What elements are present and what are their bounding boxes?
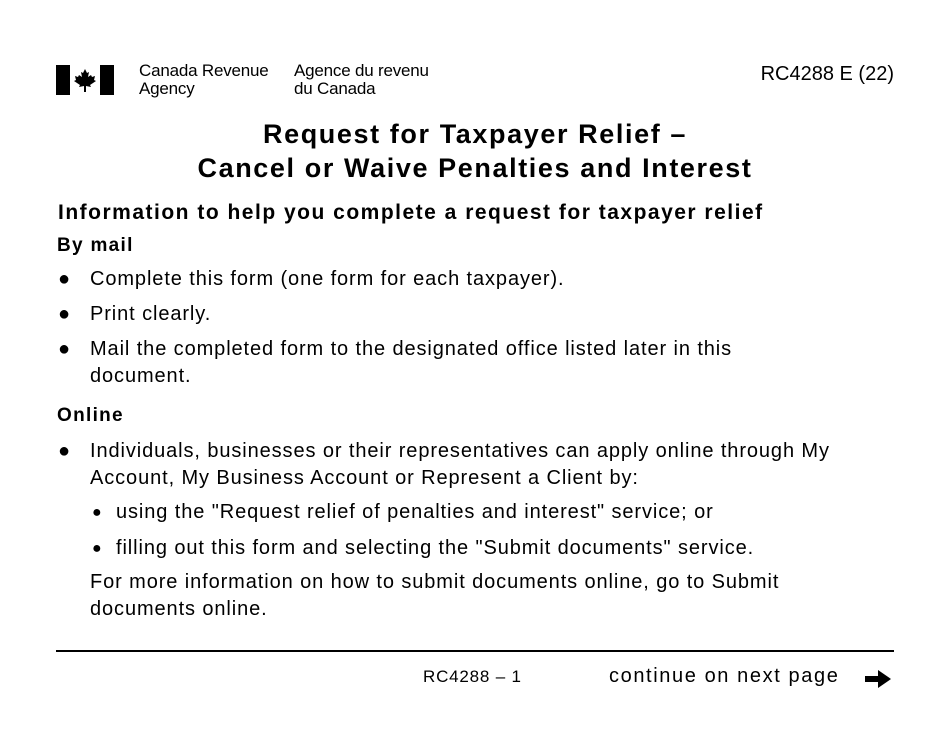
page-title	[0, 117, 950, 185]
sub-list-item-text: filling out this form and selecting the "Submit documents" service.	[116, 537, 755, 559]
page-number: RC4288 – 1	[423, 667, 522, 686]
list-item-text: Mail the completed form to the designated office listed later in this document.	[90, 338, 733, 387]
continue-text: continue on next page	[609, 665, 840, 687]
bullet-icon: ●	[58, 440, 71, 462]
agency-fr-line1: Agence du revenu	[294, 61, 429, 80]
list-item-text: Complete this form (one form for each taxpayer).	[90, 268, 565, 290]
by-mail-heading: By mail	[57, 235, 134, 256]
sub-list-item-text: using the "Request relief of penalties and interest" service; or	[116, 501, 714, 523]
sub-list-item	[92, 499, 892, 526]
agency-name-french	[294, 62, 429, 98]
agency-name-english	[139, 62, 269, 98]
bullet-icon: ●	[92, 504, 103, 521]
list-item-text: Print clearly.	[90, 303, 212, 325]
list-item	[58, 266, 858, 293]
arrow-right-icon	[865, 668, 893, 690]
list-item	[58, 438, 868, 492]
bullet-icon: ●	[58, 268, 71, 290]
title-line1: Request for Taxpayer Relief –	[262, 119, 688, 149]
list-item-text: Individuals, businesses or their representatives can apply online through My Account, My Business Account or Represent a Client by:	[90, 440, 830, 489]
section-subtitle: Information to help you complete a request for taxpayer relief	[58, 201, 764, 224]
footer-divider	[56, 650, 894, 652]
canada-flag-icon	[56, 65, 114, 95]
list-item	[58, 336, 838, 390]
online-heading: Online	[57, 405, 124, 426]
more-info-text: For more information on how to submit documents online, go to Submit documents online.	[90, 571, 780, 620]
list-item	[58, 301, 858, 328]
agency-en-line2: Agency	[139, 79, 195, 98]
sub-list-item	[92, 535, 892, 562]
bullet-icon: ●	[58, 303, 71, 325]
bullet-icon: ●	[58, 338, 71, 360]
agency-en-line1: Canada Revenue	[139, 61, 269, 80]
form-id: RC4288 E (22)	[760, 63, 894, 85]
bullet-icon: ●	[92, 540, 103, 557]
title-line2: Cancel or Waive Penalties and Interest	[197, 153, 753, 183]
agency-fr-line2: du Canada	[294, 79, 376, 98]
